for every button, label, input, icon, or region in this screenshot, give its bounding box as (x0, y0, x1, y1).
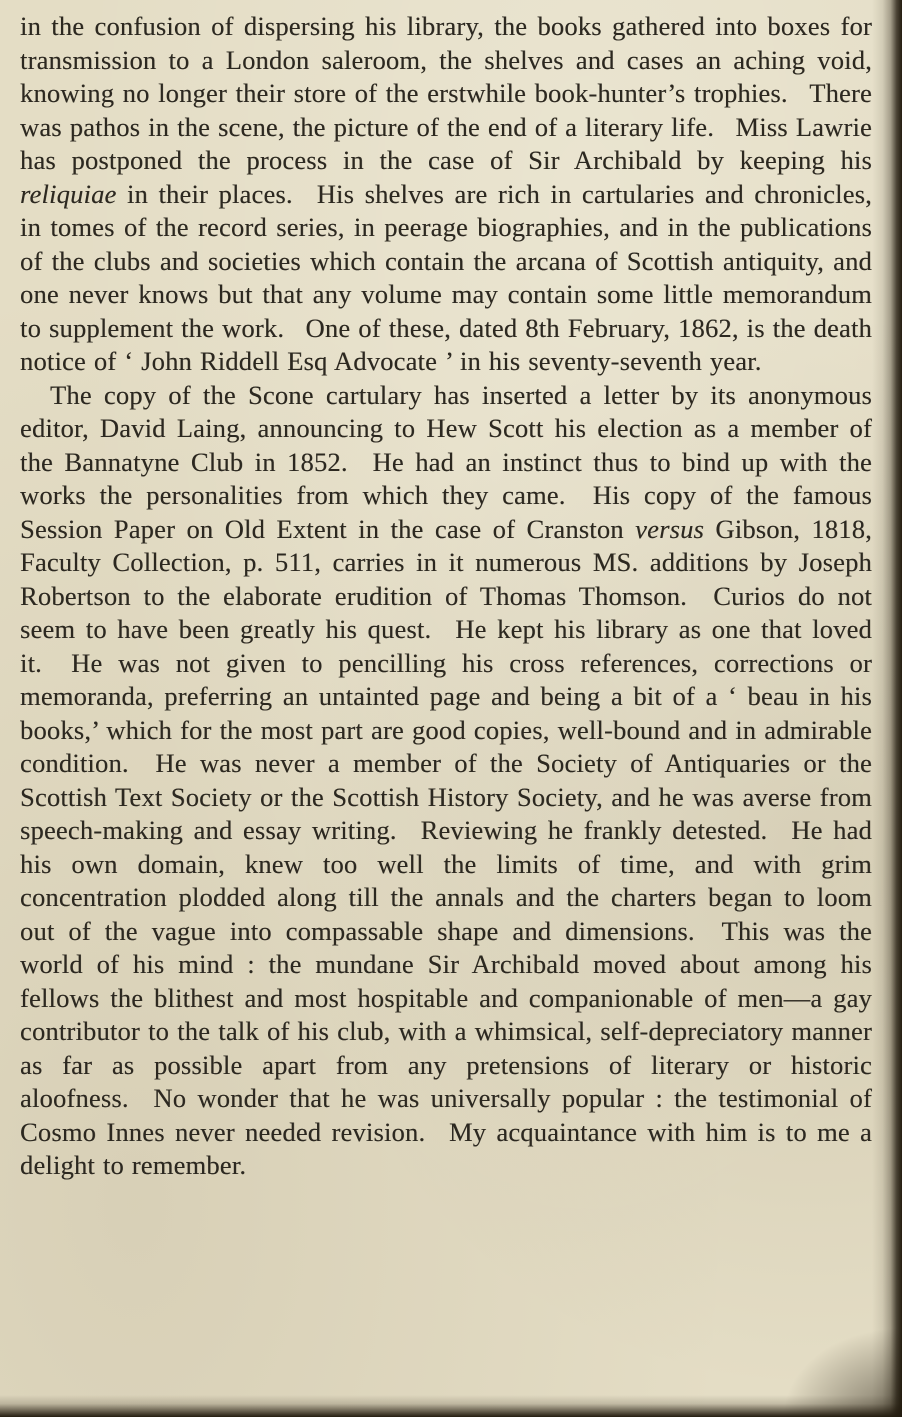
page-edge-shadow-right (872, 0, 902, 1417)
text-run: in their places. His shelves are rich in cartularies and chronicles, in tomes of the record series, in peerage biographies, and in the publications of the clubs and societies which contain the arcana of Scottish antiquity, and one never knows but that any volume may contain some little memorandum to supplement the work. One of these, dated 8th February, 1862, is the death notice of ‘ John Riddell Esq Advocate ’ in his seventy-seventh year. (20, 178, 872, 376)
text-run: Gibson, 1818, Faculty Collection, p. 511, carries in it numerous MS. additions by Joseph Robertson to the elaborate erudition of Thomas Thomson. Curios do not seem to have been greatly his quest. He kept his library as one that loved it. He was not given to pencilling his cross references, corrections or memoranda, preferring an untainted page and being a bit of a ‘ beau in his books,’ which for the most part are good copies, well-bound and in admirable condition. He was never a member of the Society of Antiquaries or the Scottish Text Society or the Scottish History Society, and he was averse from speech-making and essay writing. Reviewing he frankly detested. He had his own domain, knew too well the limits of time, and with grim concentration plodded along till the annals and the charters began to loom out of the vague into compassable shape and dimensions. This was the world of his mind : the mundane Sir Archibald moved about among his fellows the blithest and most hospitable and companionable of men—a gay contributor to the talk of his club, with a whimsical, self-depreciatory manner as far as possible apart from any pretensions of literary or historic aloofness. No wonder that he was universally popular : the testimonial of Cosmo Innes never needed revision. My acquaintance with him is to me a delight to remember. (20, 513, 873, 1180)
page-edge-shadow-bottom (0, 1395, 902, 1417)
text-run: The copy of the Scone cartulary has inserted a letter by its anonymous editor, David Laing, announcing to Hew Scott his election as a member of the Bannatyne Club in 1852. He had an instinct thus to bind up with the works the personalities from which they came. His copy of the famous Session Paper on Old Extent in the case of Cranston (20, 379, 872, 544)
paragraph (20, 10, 872, 379)
italic-text-run: versus (635, 513, 705, 544)
page-text (20, 10, 872, 1183)
paragraph (20, 379, 872, 1183)
italic-text-run: reliquiae (20, 178, 117, 209)
page-corner-shadow (782, 1327, 902, 1417)
text-run: in the confusion of dispersing his library, the books gathered into boxes for transmission to a London saleroom, the shelves and cases an aching void, knowing no longer their store of the erstwhile book-hunter’s trophies. There was pathos in the scene, the picture of the end of a literary life. Miss Lawrie has postponed the process in the case of Sir Archibald by keeping his (20, 11, 872, 175)
